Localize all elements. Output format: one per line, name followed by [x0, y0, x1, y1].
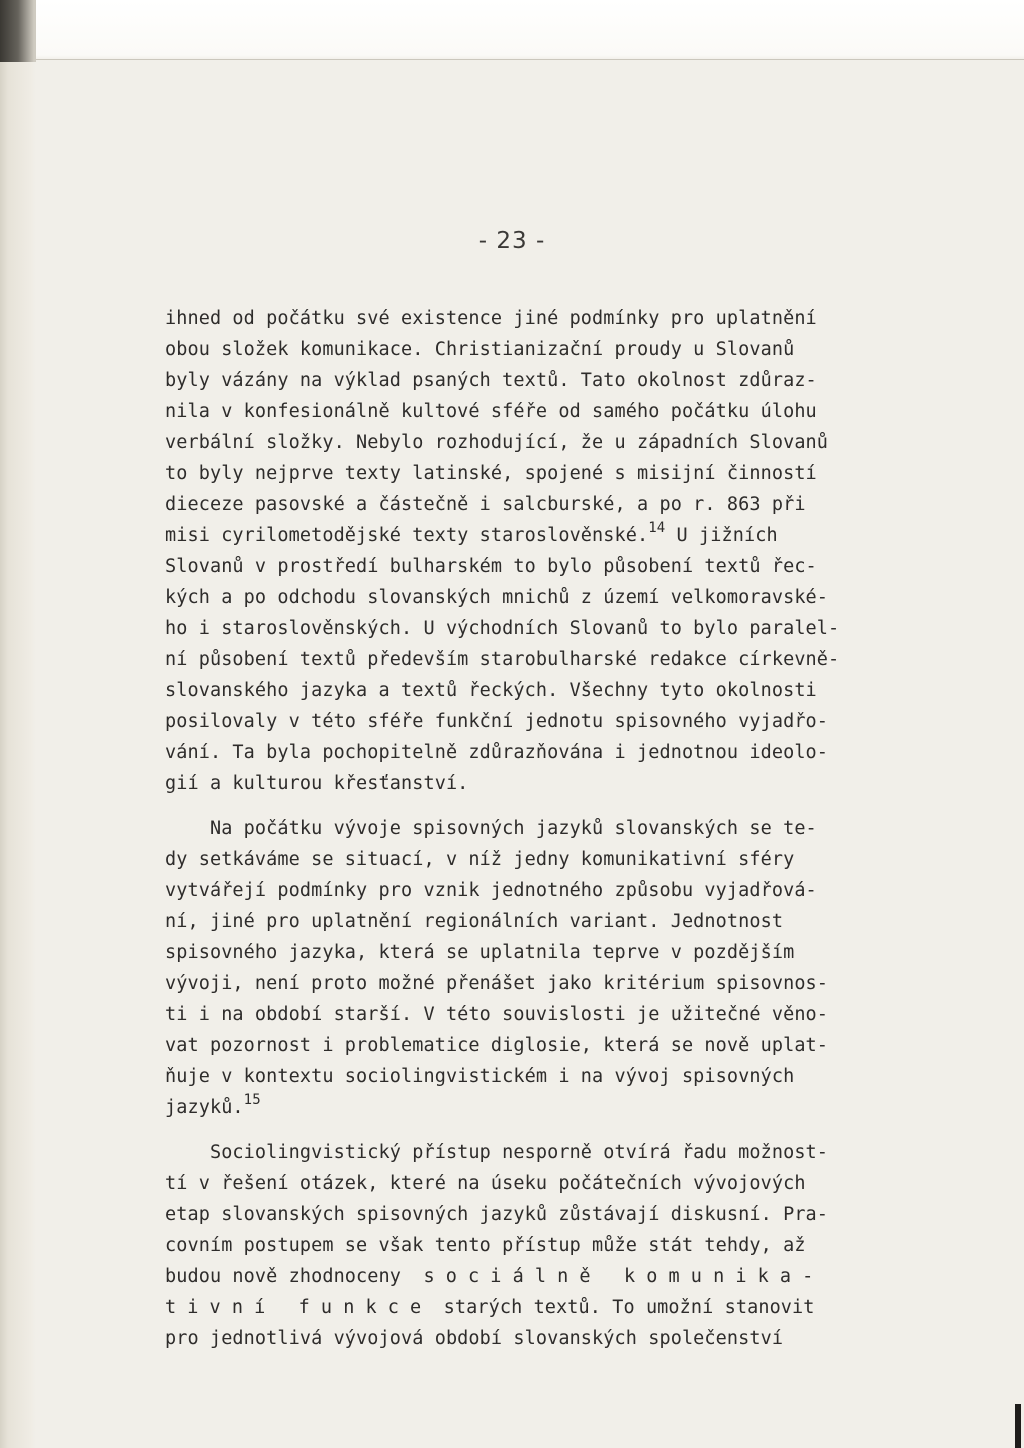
text-line: vání. Ta byla pochopitelně zdůrazňována i jednotnou ideolo-	[165, 742, 829, 763]
text-line: ti i na období starší. V této souvislosti je užitečné věno-	[165, 1004, 829, 1025]
text-line: nila v konfesionálně kultové sféře od samého počátku úlohu	[165, 401, 817, 422]
text-line: ho i staroslověnských. U východních Slovanů to bylo paralel-	[165, 618, 840, 639]
line-text: starých textů. To umožní stanovit	[421, 1297, 815, 1318]
spaced-emphasis: s o c i á l n ě k o m u n i k a -	[423, 1266, 814, 1287]
text-line: obou složek komunikace. Christianizační proudy u Slovanů	[165, 339, 795, 360]
line-text: jazyků.	[165, 1097, 244, 1118]
text-line: covním postupem se však tento přístup může stát tehdy, až	[165, 1235, 806, 1256]
text-line: ní působení textů především starobulharské redakce církevně-	[165, 649, 840, 670]
text-line: vytvářejí podmínky pro vznik jednotného způsobu vyjadřová-	[165, 880, 817, 901]
text-line: to byly nejprve texty latinské, spojené s misijní činností	[165, 463, 817, 484]
page-body-text	[165, 303, 945, 1354]
text-line: byly vázány na výklad psaných textů. Tato okolnost zdůraz-	[165, 370, 817, 391]
text-line: gií a kulturou křesťanství.	[165, 773, 469, 794]
text-line: spisovného jazyka, která se uplatnila teprve v pozdějším	[165, 942, 795, 963]
text-line: vývoji, není proto možné přenášet jako kritérium spisovnos-	[165, 973, 829, 994]
text-line: verbální složky. Nebylo rozhodující, že u západních Slovanů	[165, 432, 829, 453]
scan-edge-mark	[1015, 1404, 1021, 1448]
text-line: Sociolingvistický přístup nesporně otvírá řadu možnost-	[165, 1142, 829, 1163]
text-line: vat pozornost i problematice diglosie, která se nově uplat-	[165, 1035, 829, 1056]
text-line: ihned od počátku své existence jiné podmínky pro uplatnění	[165, 308, 817, 329]
spaced-emphasis: t i v n í f u n k c e	[165, 1297, 422, 1318]
scan-left-margin	[0, 0, 36, 1448]
line-text: budou nově zhodnoceny	[165, 1266, 424, 1287]
text-line: etap slovanských spisovných jazyků zůstávají diskusní. Pra-	[165, 1204, 829, 1225]
text-line: pro jednotlivá vývojová období slovanských společenství	[165, 1328, 784, 1349]
text-line: ňuje v kontextu sociolingvistickém i na vývoj spisovných	[165, 1066, 795, 1087]
page-number: - 23 -	[478, 228, 546, 254]
text-line: Na počátku vývoje spisovných jazyků slovanských se te-	[165, 818, 817, 839]
text-line: slovanského jazyka a textů řeckých. Všechny tyto okolnosti	[165, 680, 817, 701]
line-text: U jižních	[665, 525, 778, 546]
scan-top-edge	[36, 0, 1024, 60]
text-line	[165, 1292, 945, 1323]
text-line: Slovanů v prostředí bulharském to bylo působení textů řec-	[165, 556, 817, 577]
text-line: tí v řešení otázek, které na úseku počátečních vývojových	[165, 1173, 806, 1194]
footnote-marker: 14	[648, 520, 666, 536]
footnote-marker: 15	[243, 1092, 261, 1108]
text-line: posilovaly v této sféře funkční jednotu spisovného vyjadřo-	[165, 711, 829, 732]
text-line: dy setkáváme se situací, v níž jedny komunikativní sféry	[165, 849, 795, 870]
text-line: kých a po odchodu slovanských mnichů z území velkomoravské-	[165, 587, 829, 608]
text-line: ní, jiné pro uplatnění regionálních variant. Jednotnost	[165, 911, 784, 932]
text-line	[165, 520, 945, 551]
text-line	[165, 1261, 945, 1292]
paragraph-gap	[165, 1123, 945, 1137]
paragraph-gap	[165, 799, 945, 813]
page-top-border	[36, 59, 1024, 60]
scan-corner-mark	[0, 0, 36, 62]
text-line: dieceze pasovské a částečně i salcburské, a po r. 863 při	[165, 494, 806, 515]
text-line	[165, 1092, 945, 1123]
line-text: misi cyrilometodějské texty staroslověnské.	[165, 525, 649, 546]
